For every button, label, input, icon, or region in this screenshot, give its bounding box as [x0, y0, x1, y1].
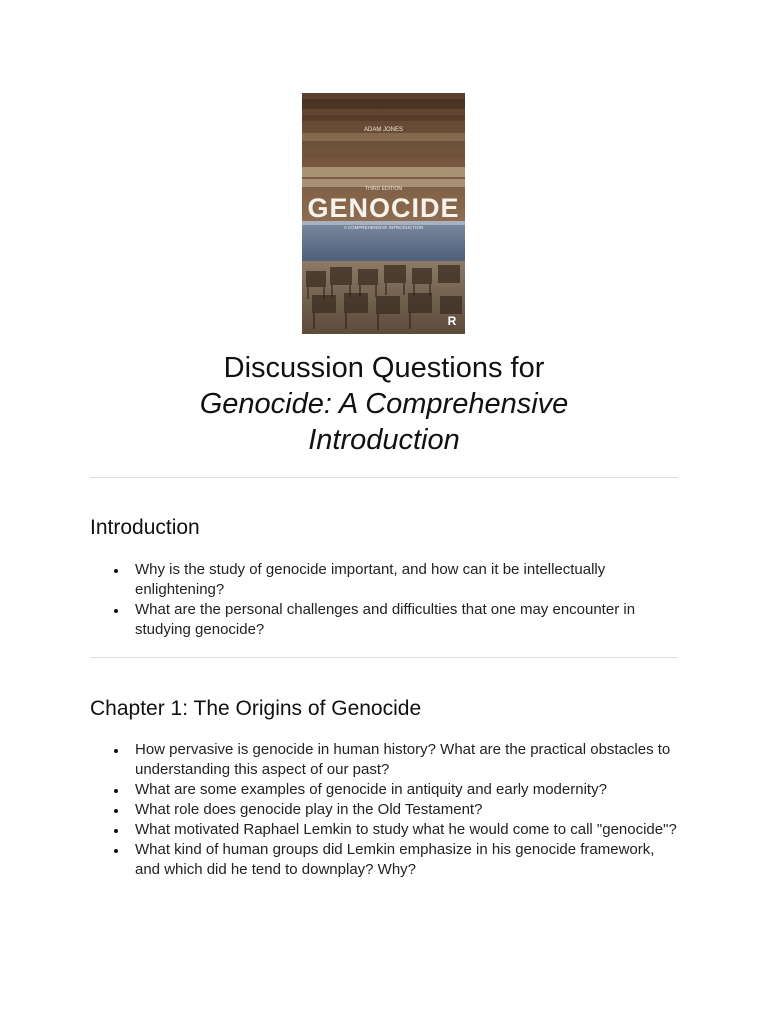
question-list-introduction: [90, 560, 680, 640]
question-item: What are some examples of genocide in antiquity and early modernity?: [135, 780, 680, 800]
book-cover: [302, 93, 465, 334]
cover-subtitle: A COMPREHENSIVE INTRODUCTION: [343, 225, 424, 230]
cover-edition: THIRD EDITION: [365, 186, 402, 192]
question-item: Why is the study of genocide important, and how can it be intellectually enlightening?: [135, 560, 680, 600]
divider: [90, 477, 678, 478]
cover-author: ADAM JONES: [363, 127, 404, 133]
divider: [90, 657, 678, 658]
publisher-logo: R: [447, 314, 457, 328]
question-list-chapter-1: [90, 740, 680, 880]
cover-title: GENOCIDE: [307, 193, 460, 223]
question-item: What role does genocide play in the Old Testament?: [135, 800, 680, 820]
page-title: [0, 350, 768, 458]
section-heading-chapter-1: Chapter 1: The Origins of Genocide: [90, 697, 422, 720]
title-line-3: Introduction: [308, 424, 460, 456]
question-item: What kind of human groups did Lemkin emphasize in his genocide framework, and which did he tend to downplay? Why?: [135, 840, 680, 880]
title-line-1: Discussion Questions for: [223, 352, 545, 384]
section-heading-introduction: Introduction: [90, 516, 200, 539]
question-item: What are the personal challenges and difficulties that one may encounter in studying genocide?: [135, 600, 680, 640]
question-item: How pervasive is genocide in human history? What are the practical obstacles to understanding this aspect of our past?: [135, 740, 680, 780]
book-cover-art: [302, 93, 465, 334]
title-line-2: Genocide: A Comprehensive: [199, 388, 569, 420]
question-item: What motivated Raphael Lemkin to study what he would come to call "genocide"?: [135, 820, 680, 840]
